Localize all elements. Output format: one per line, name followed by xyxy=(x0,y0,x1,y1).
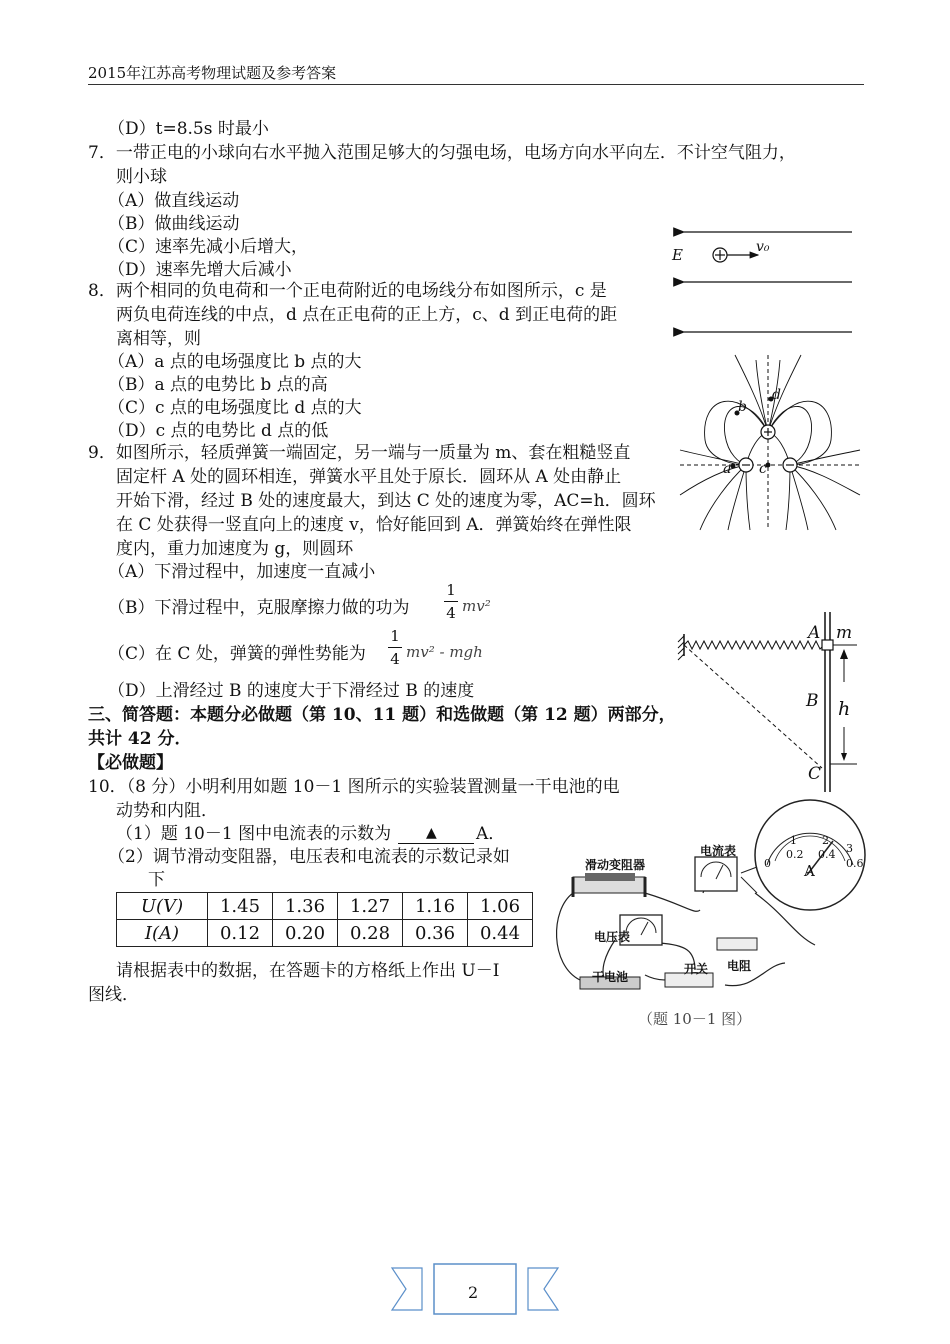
q6-option-d: （D）t=8.5s 时最小 xyxy=(108,119,269,139)
fig-label-switch: 开关 xyxy=(684,962,709,976)
table-cell: 0.12 xyxy=(208,920,273,947)
required-heading: 【必做题】 xyxy=(88,753,173,773)
table-cell: 1.27 xyxy=(338,893,403,920)
q10-part2-line2: 下 xyxy=(148,870,165,890)
q8-stem-line1: 8．两个相同的负电荷和一个正电荷附近的电场线分布如图所示，c 是 xyxy=(88,281,607,301)
fig-label-voltmeter: 电压表 xyxy=(594,930,631,944)
q9-label-h: h xyxy=(838,698,851,720)
q9-label-a: A xyxy=(808,623,821,643)
q8-stem-line2: 两负电荷连线的中点，d 点在正电荷的正上方，c、d 到正电荷的距 xyxy=(116,305,618,325)
table-cell: 0.44 xyxy=(468,920,533,947)
table-cell: 1.06 xyxy=(468,893,533,920)
q8-field-lines-figure xyxy=(680,355,860,530)
q7-option-a: （A）做直线运动 xyxy=(108,191,240,211)
q10-stem-line1: 10．（8 分）小明利用如题 10－1 图所示的实验装置测量一干电池的电 xyxy=(88,777,620,797)
q8-label-d: d xyxy=(772,387,781,403)
table-row xyxy=(117,920,533,947)
q8-label-a: a xyxy=(723,461,732,477)
q10-part1-unit: A． xyxy=(476,824,506,844)
q9-b-frac-den: 4 xyxy=(446,604,456,622)
dial-tick-0: 0 xyxy=(764,857,771,870)
header-divider xyxy=(88,84,864,85)
q9-b-frac-num: 1 xyxy=(446,581,456,599)
q8-option-a: （A）a 点的电场强度比 b 点的大 xyxy=(108,352,362,372)
q7-label-e: E xyxy=(672,246,683,264)
fig-label-rheostat: 滑动变阻器 xyxy=(585,858,646,872)
q10-data-table xyxy=(116,892,533,947)
q10-after-line1: 请根据表中的数据，在答题卡的方格纸上作出 U－I xyxy=(116,961,500,981)
table-row xyxy=(117,893,533,920)
row-label-i: I(A) xyxy=(117,920,208,947)
table-cell: 0.36 xyxy=(403,920,468,947)
section3-line2: 共计 42 分． xyxy=(88,729,192,749)
page-header-title: 2015年江苏高考物理试题及参考答案 xyxy=(88,64,337,82)
q9-option-c: （C）在 C 处，弹簧的弹性势能为 xyxy=(108,644,366,664)
q9-option-b: （B）下滑过程中，克服摩擦力做的功为 xyxy=(108,598,410,618)
q9-label-m: m xyxy=(836,623,853,643)
q9-option-d: （D）上滑经过 B 的速度大于下滑经过 B 的速度 xyxy=(108,681,475,701)
q8-stem-line3: 离相等，则 xyxy=(116,329,201,349)
page-number: 2 xyxy=(468,1283,479,1302)
figure-caption: （题 10－1 图） xyxy=(638,1010,752,1028)
q7-stem-line1: 7．一带正电的小球向右水平抛入范围足够大的匀强电场，电场方向水平向左．不计空气阻力， xyxy=(88,143,796,163)
dial-tick-06: 0.6 xyxy=(846,857,864,870)
q8-option-b: （B）a 点的电势比 b 点的高 xyxy=(108,375,328,395)
q9-stem-line5: 度内，重力加速度为 g，则圆环 xyxy=(116,539,354,559)
q8-label-b: b xyxy=(738,399,747,415)
q8-label-c: c xyxy=(759,461,767,477)
table-cell: 1.16 xyxy=(403,893,468,920)
q9-c-frac-den: 4 xyxy=(390,650,400,668)
dial-top-2: 2 xyxy=(822,834,829,847)
table-cell: 1.36 xyxy=(273,893,338,920)
q10-stem-line2: 动势和内阻． xyxy=(116,801,218,821)
table-cell: 0.28 xyxy=(338,920,403,947)
q10-answer-blank: ▲ xyxy=(426,825,437,841)
q9-c-frac-bar xyxy=(388,647,402,648)
q9-stem-line4: 在 C 处获得一竖直向上的速度 v，恰好能回到 A．弹簧始终在弹性限 xyxy=(116,515,632,535)
q7-option-d: （D）速率先增大后减小 xyxy=(108,260,292,280)
dial-top-3: 3 xyxy=(846,842,853,855)
dial-tick-02: 0.2 xyxy=(786,848,804,861)
q7-option-b: （B）做曲线运动 xyxy=(108,214,240,234)
fig-label-ammeter: 电流表 xyxy=(700,844,737,858)
q10-after-line2: 图线． xyxy=(88,985,139,1005)
dial-top-1: 1 xyxy=(790,834,797,847)
q9-c-expr: mv² - mgh xyxy=(406,643,483,661)
q9-b-frac-bar xyxy=(444,601,458,602)
fig-label-resistor: 电阻 xyxy=(727,959,752,973)
q9-label-c: C xyxy=(808,764,822,784)
q7-stem-line2: 则小球 xyxy=(116,167,167,187)
q9-stem-line2: 固定杆 A 处的圆环相连，弹簧水平且处于原长．圆环从 A 处由静止 xyxy=(116,467,622,487)
q8-option-d: （D）c 点的电势比 d 点的低 xyxy=(108,421,329,441)
q9-option-a: （A）下滑过程中，加速度一直减小 xyxy=(108,562,376,582)
table-cell: 1.45 xyxy=(208,893,273,920)
q8-option-c: （C）c 点的电场强度比 d 点的大 xyxy=(108,398,362,418)
fig-label-battery: 干电池 xyxy=(592,970,629,984)
table-cell: 0.20 xyxy=(273,920,338,947)
section3-line1: 三、简答题：本题分必做题（第 10、11 题）和选做题（第 12 题）两部分， xyxy=(88,705,676,725)
q7-option-c: （C）速率先减小后增大， xyxy=(108,237,309,257)
q9-c-frac-num: 1 xyxy=(390,627,400,645)
row-label-u: U(V) xyxy=(117,893,208,920)
dial-unit: A xyxy=(804,862,815,880)
q9-b-expr: mv² xyxy=(462,597,491,615)
q7-label-v0: v₀ xyxy=(756,239,770,255)
dial-tick-04: 0.4 xyxy=(818,848,836,861)
q10-part2-line1: （2）调节滑动变阻器，电压表和电流表的示数记录如 xyxy=(108,847,510,867)
q9-stem-line1: 9．如图所示，轻质弹簧一端固定，另一端与一质量为 m、套在粗糙竖直 xyxy=(88,443,631,463)
q9-label-b: B xyxy=(806,691,819,711)
q9-stem-line3: 开始下滑，经过 B 处的速度最大，到达 C 处的速度为零，AC=h．圆环 xyxy=(116,491,656,511)
q9-spring-rod-figure xyxy=(672,612,862,792)
q10-part1: （1）题 10－1 图中电流表的示数为 xyxy=(116,824,392,844)
q7-field-figure xyxy=(660,215,860,345)
